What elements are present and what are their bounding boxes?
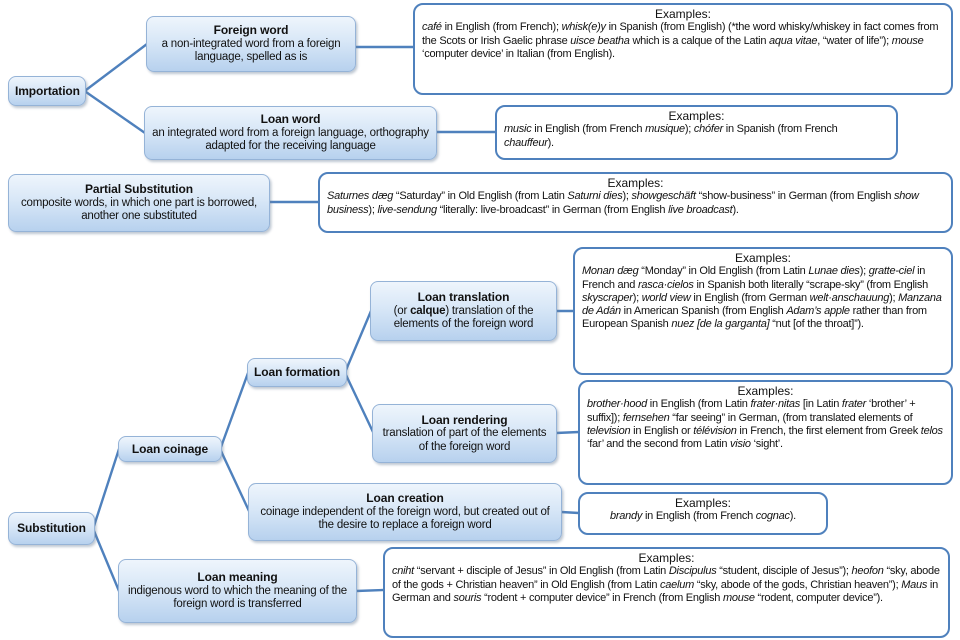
node-title-importation: Importation (15, 83, 80, 98)
node-title-loan-formation: Loan formation (254, 365, 340, 380)
examples-partial-substitution (318, 172, 953, 233)
node-loan-coinage (118, 436, 222, 462)
node-loan-word (144, 106, 437, 160)
node-loan-translation (370, 281, 557, 341)
node-body-partial-substitution: composite words, in which one part is borrowed, another one substituted (20, 196, 258, 223)
examples-body: brandy in English (from French cognac). (610, 510, 796, 523)
examples-body: Saturnes dæg “Saturday” in Old English (from Latin Saturni dies); showgeschäft “show-business” in German (from English show business); live-sendung “literally: live-broadcast” in German (from English live broadcast). (327, 190, 919, 216)
connector-loan-coinage-loan-creation (221, 451, 249, 511)
examples-body: café in English (from French); whisk(e)y in Spanish (from English) (*the word whisky/whiskey in fact comes from the Scots or Irish Gaelic phrase uisce beatha which is a calque of the Latin aqua vitae, “water of life”); mouse ‘computer device’ in Italian (from English). (422, 21, 939, 60)
examples-body: brother·hood in English (from Latin frater·nitas [in Latin frater ‘brother’ + suffix]); fernsehen “far seeing” in German, (from translated elements of television in English or télévision in French, the first element from Greek telos ‘far’ and the second from Latin visio ‘sight’. (587, 398, 943, 450)
connector-substitution-loan-coinage (94, 449, 119, 526)
node-body-loan-translation: (or calque) translation of the elements of the foreign word (393, 304, 534, 331)
examples-foreign-word (413, 3, 953, 95)
node-partial-substitution (8, 174, 270, 232)
connector-loan-formation-loan-translation (346, 311, 371, 370)
node-title-loan-word: Loan word (260, 112, 321, 127)
node-foreign-word (146, 16, 356, 72)
examples-heading: Examples: (668, 109, 725, 123)
node-title-loan-translation: Loan translation (417, 290, 510, 305)
node-title-loan-coinage: Loan coinage (131, 441, 209, 456)
node-title-loan-rendering: Loan rendering (421, 412, 508, 427)
node-title-partial-substitution: Partial Substitution (84, 182, 193, 197)
node-body-loan-meaning: indigenous word to which the meaning of the foreign word is transferred (128, 584, 347, 611)
node-title-loan-creation: Loan creation (366, 491, 444, 506)
connector-loan-rendering-examples (556, 432, 579, 433)
node-substitution (8, 512, 95, 545)
node-title-loan-meaning: Loan meaning (197, 570, 278, 585)
connector-substitution-loan-meaning (94, 531, 119, 591)
node-loan-formation (247, 358, 347, 387)
node-body-loan-rendering: translation of part of the elements of the foreign word (382, 427, 547, 453)
node-loan-meaning (118, 559, 357, 623)
connector-importation-foreign-word (86, 44, 147, 90)
node-title-foreign-word: Foreign word (213, 23, 289, 38)
connector-loan-coinage-loan-formation (221, 373, 248, 447)
examples-heading: Examples: (734, 251, 792, 265)
examples-loan-rendering (578, 380, 953, 485)
examples-heading: Examples: (737, 384, 794, 398)
examples-heading: Examples: (607, 176, 664, 190)
node-importation (8, 76, 86, 106)
examples-loan-creation (578, 492, 828, 535)
examples-loan-meaning (383, 547, 950, 638)
node-body-loan-word: an integrated word from a foreign language, orthography adapted for the receiving language (152, 126, 429, 153)
examples-body: Monan dæg “Monday” in Old English (from Latin Lunae dies); gratte-ciel in French and rasca·cielos in Spanish both literally “scrape-sky” (from English skyscraper); world view in English (from German welt·anschauung); Manzana de Adán in American Spanish (from English Adam’s apple rather than from European Spanish nuez [de la garganta] “nut [of the throat]”). (582, 265, 942, 331)
node-body-loan-creation: coinage independent of the foreign word, but created out of the desire to replace a foreign word (260, 505, 550, 532)
examples-heading: Examples: (638, 551, 695, 565)
connector-loan-creation-examples (561, 512, 579, 513)
node-loan-rendering (372, 404, 557, 463)
examples-loan-translation (573, 247, 953, 375)
examples-loan-word (495, 105, 898, 160)
node-title-substitution: Substitution (17, 521, 86, 536)
connector-loan-meaning-examples (356, 590, 384, 591)
node-body-foreign-word: a non-integrated word from a foreign language, spelled as is (161, 37, 341, 64)
examples-body: music in English (from French musique); chófer in Spanish (from French chauffeur). (504, 123, 838, 149)
examples-heading: Examples: (654, 7, 712, 21)
examples-body: cniht “servant + disciple of Jesus” in Old English (from Latin Discipulus “student, disciple of Jesus”); heofon “sky, abode of the gods + Christian heaven” in Old English (from Latin caelum “sky, abode of the gods, Christian heaven”); Maus in German and souris “rodent + computer device” in French (from English mouse “rodent, computer device”). (392, 565, 940, 604)
connector-importation-loan-word (86, 92, 145, 133)
examples-heading: Examples: (674, 496, 732, 510)
connector-loan-formation-loan-rendering (346, 375, 373, 432)
node-loan-creation (248, 483, 562, 541)
